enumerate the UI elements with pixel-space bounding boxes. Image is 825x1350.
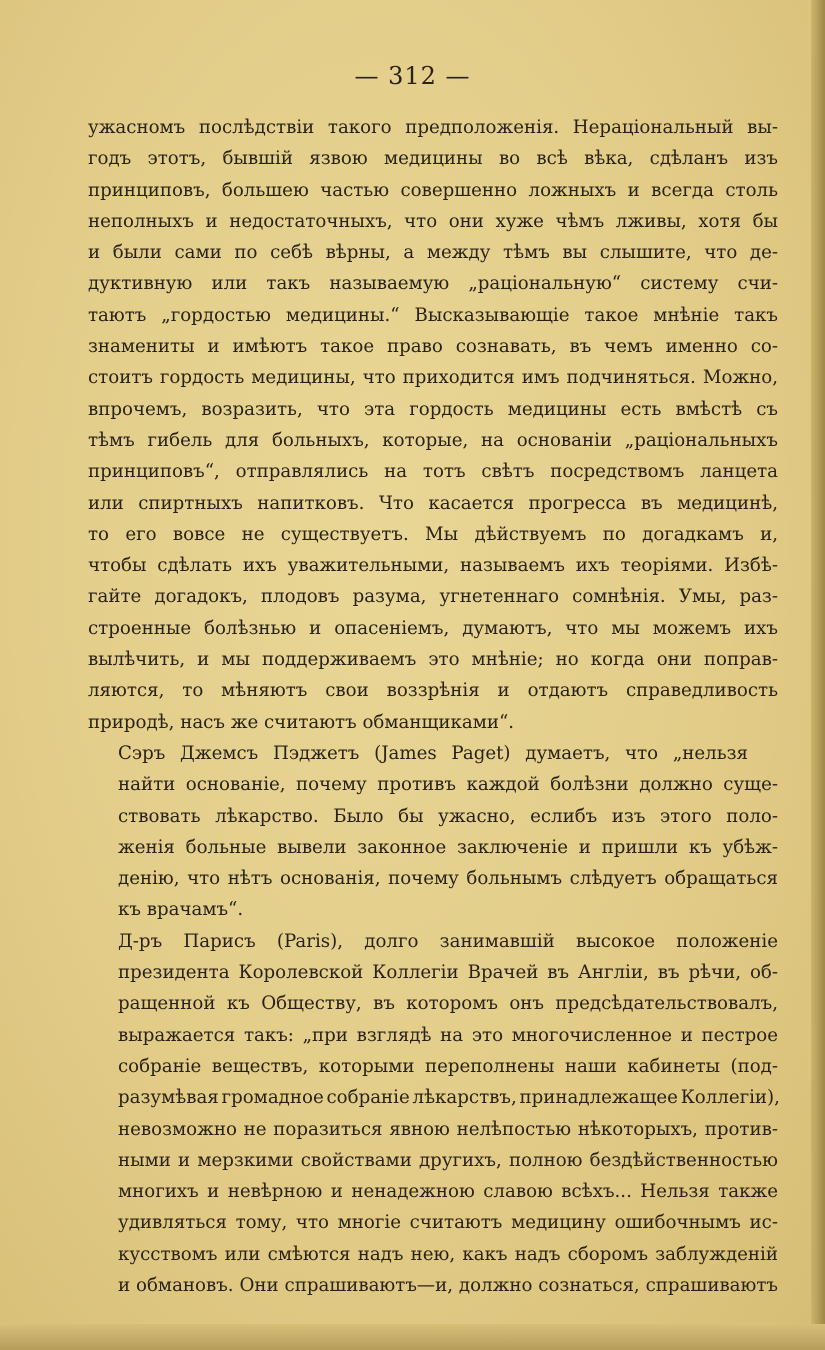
text-line: Сэръ Джемсъ Пэджетъ (James Paget) думаетъ, что „нельзя [118, 742, 748, 764]
text-line: неполныхъ и недостаточныхъ, что они хуже чѣмъ лживы, хотя бы [88, 210, 778, 232]
text-line: или спиртныхъ напитковъ. Что касается прогресса въ медицинѣ, [88, 492, 778, 514]
text-line: знамениты и имѣютъ такое право сознавать, въ чемъ именно со- [88, 336, 778, 358]
text-line: тѣмъ гибель для больныхъ, которые, на основаніи „раціональныхъ [88, 429, 778, 451]
text-line: годъ этотъ, бывшій язвою медицины во всѣ вѣка, сдѣланъ изъ [88, 148, 778, 170]
text-line: собраніе веществъ, которыми переполнены наши кабинеты (под- [118, 1055, 778, 1077]
text-line: дуктивную или такъ называемую „раціональную“ систему счи- [88, 273, 778, 295]
text-line: таютъ „гордостью медицины.“ Высказывающіе такое мнѣніе такъ [88, 304, 778, 326]
page-bottom-edge-shadow [0, 1324, 825, 1350]
page-right-edge-shadow [811, 0, 825, 1350]
text-line: и обмановъ. Они спрашиваютъ—и, должно сознаться, спрашиваютъ [118, 1274, 778, 1296]
paragraph-3-dr-paris [88, 926, 778, 1302]
page-number: — 312 — [354, 62, 471, 90]
text-line: то его вовсе не существуетъ. Мы дѣйствуемъ по догадкамъ и, [88, 523, 778, 545]
text-line: невозможно не поразиться явною нелѣпостью нѣкоторыхъ, против- [118, 1118, 778, 1140]
text-line: ствовать лѣкарство. Было бы ужасно, еслибъ изъ этого поло- [118, 805, 778, 827]
text-line: гайте догадокъ, плодовъ разума, угнетеннаго сомнѣнія. Умы, раз- [88, 586, 778, 608]
paragraph-2-james-paget [88, 738, 778, 926]
text-line: ужасномъ послѣдствіи такого предположенія. Нераціональный вы- [88, 117, 778, 138]
text-line: принциповъ“, отправлялись на тотъ свѣтъ посредствомъ ланцета [88, 461, 778, 483]
text-line: принциповъ, большею частью совершенно ложныхъ и всегда столь [88, 179, 778, 201]
text-line: денію, что нѣтъ основанія, почему больнымъ слѣдуетъ обращаться [118, 868, 778, 890]
text-line: женія больные вывели законное заключеніе и пришли къ убѣж- [118, 836, 778, 858]
text-line: разумѣвая громадное собраніе лѣкарствъ, принадлежащее Коллегіи), [118, 1087, 780, 1109]
text-line: выражается такъ: „при взглядѣ на это многочисленное и пестрое [118, 1024, 778, 1046]
text-line: Д-ръ Парисъ (Paris), долго занимавшій высокое положеніе [118, 930, 778, 952]
text-line: и были сами по себѣ вѣрны, а между тѣмъ вы слышите, что де- [88, 242, 778, 264]
text-line: впрочемъ, возразить, что эта гордость медицины есть вмѣстѣ съ [88, 398, 778, 420]
text-line: кусствомъ или смѣются надъ нею, какъ надъ сборомъ заблужденій [118, 1243, 778, 1265]
text-line: ными и мерзкими свойствами другихъ, полною бездѣйственностью [118, 1149, 778, 1171]
paragraph-1 [88, 112, 778, 738]
text-line: стоитъ гордость медицины, что приходится имъ подчиняться. Можно, [88, 367, 778, 389]
text-line: удивляться тому, что многіе считаютъ медицину ошибочнымъ ис- [118, 1212, 778, 1234]
text-line: найти основаніе, почему противъ каждой болѣзни должно суще- [118, 774, 778, 796]
text-line: строенные болѣзнью и опасеніемъ, думаютъ, что мы можемъ ихъ [88, 617, 778, 639]
text-line: къ врачамъ“. [118, 899, 244, 921]
text-line: многихъ и невѣрною и ненадежною славою всѣхъ... Нельзя также [118, 1181, 778, 1203]
page-body-text [88, 112, 778, 1301]
text-line: ращенной къ Обществу, въ которомъ онъ предсѣдательствовалъ, [118, 993, 778, 1015]
text-line: природѣ, насъ же считаютъ обманщиками“. [88, 711, 515, 733]
text-line: вылѣчить, и мы поддерживаемъ это мнѣніе; но когда они поправ- [88, 649, 778, 671]
text-line: ляются, то мѣняютъ свои воззрѣнія и отдаютъ справедливость [88, 680, 778, 702]
text-line: чтобы сдѣлать ихъ уважительными, называемъ ихъ теоріями. Избѣ- [88, 555, 778, 577]
text-line: президента Королевской Коллегіи Врачей въ Англіи, въ рѣчи, об- [118, 962, 778, 984]
